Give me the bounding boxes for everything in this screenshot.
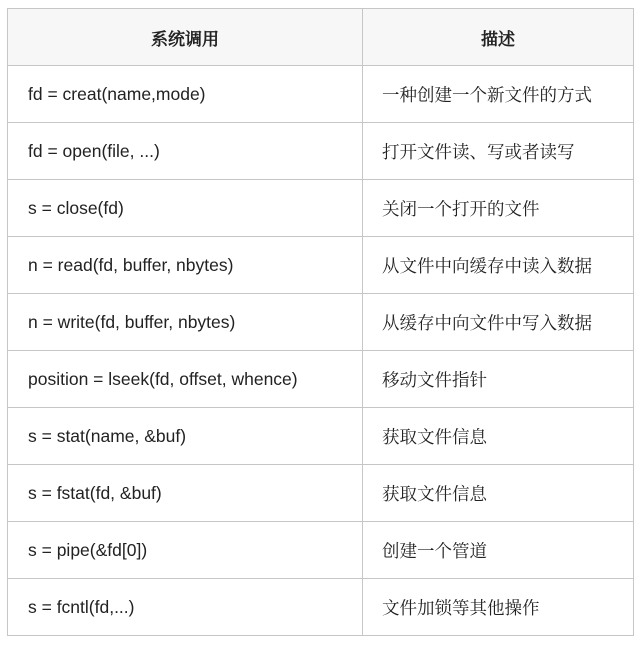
table-row	[8, 237, 634, 294]
system-calls-table	[7, 8, 634, 636]
cell-description: 创建一个管道	[363, 522, 634, 579]
cell-description: 移动文件指针	[363, 351, 634, 408]
cell-description: 获取文件信息	[363, 408, 634, 465]
header-system-call: 系统调用	[8, 9, 363, 66]
cell-system-call: s = pipe(&fd[0])	[8, 522, 363, 579]
cell-system-call: fd = open(file, ...)	[8, 123, 363, 180]
table-row	[8, 66, 634, 123]
cell-system-call: fd = creat(name,mode)	[8, 66, 363, 123]
cell-description: 文件加锁等其他操作	[363, 579, 634, 636]
cell-system-call: n = read(fd, buffer, nbytes)	[8, 237, 363, 294]
cell-system-call: n = write(fd, buffer, nbytes)	[8, 294, 363, 351]
table-row	[8, 123, 634, 180]
cell-description: 打开文件读、写或者读写	[363, 123, 634, 180]
cell-system-call: s = stat(name, &buf)	[8, 408, 363, 465]
cell-system-call: s = fstat(fd, &buf)	[8, 465, 363, 522]
table-row	[8, 465, 634, 522]
cell-description: 获取文件信息	[363, 465, 634, 522]
table-header-row	[8, 9, 634, 66]
cell-description: 一种创建一个新文件的方式	[363, 66, 634, 123]
table-row	[8, 408, 634, 465]
table-row	[8, 351, 634, 408]
cell-description: 从缓存中向文件中写入数据	[363, 294, 634, 351]
cell-system-call: s = close(fd)	[8, 180, 363, 237]
system-calls-table-container	[7, 8, 633, 636]
cell-system-call: position = lseek(fd, offset, whence)	[8, 351, 363, 408]
table-row	[8, 180, 634, 237]
cell-description: 从文件中向缓存中读入数据	[363, 237, 634, 294]
table-row	[8, 579, 634, 636]
header-description: 描述	[363, 9, 634, 66]
cell-description: 关闭一个打开的文件	[363, 180, 634, 237]
table-row	[8, 294, 634, 351]
cell-system-call: s = fcntl(fd,...)	[8, 579, 363, 636]
table-row	[8, 522, 634, 579]
